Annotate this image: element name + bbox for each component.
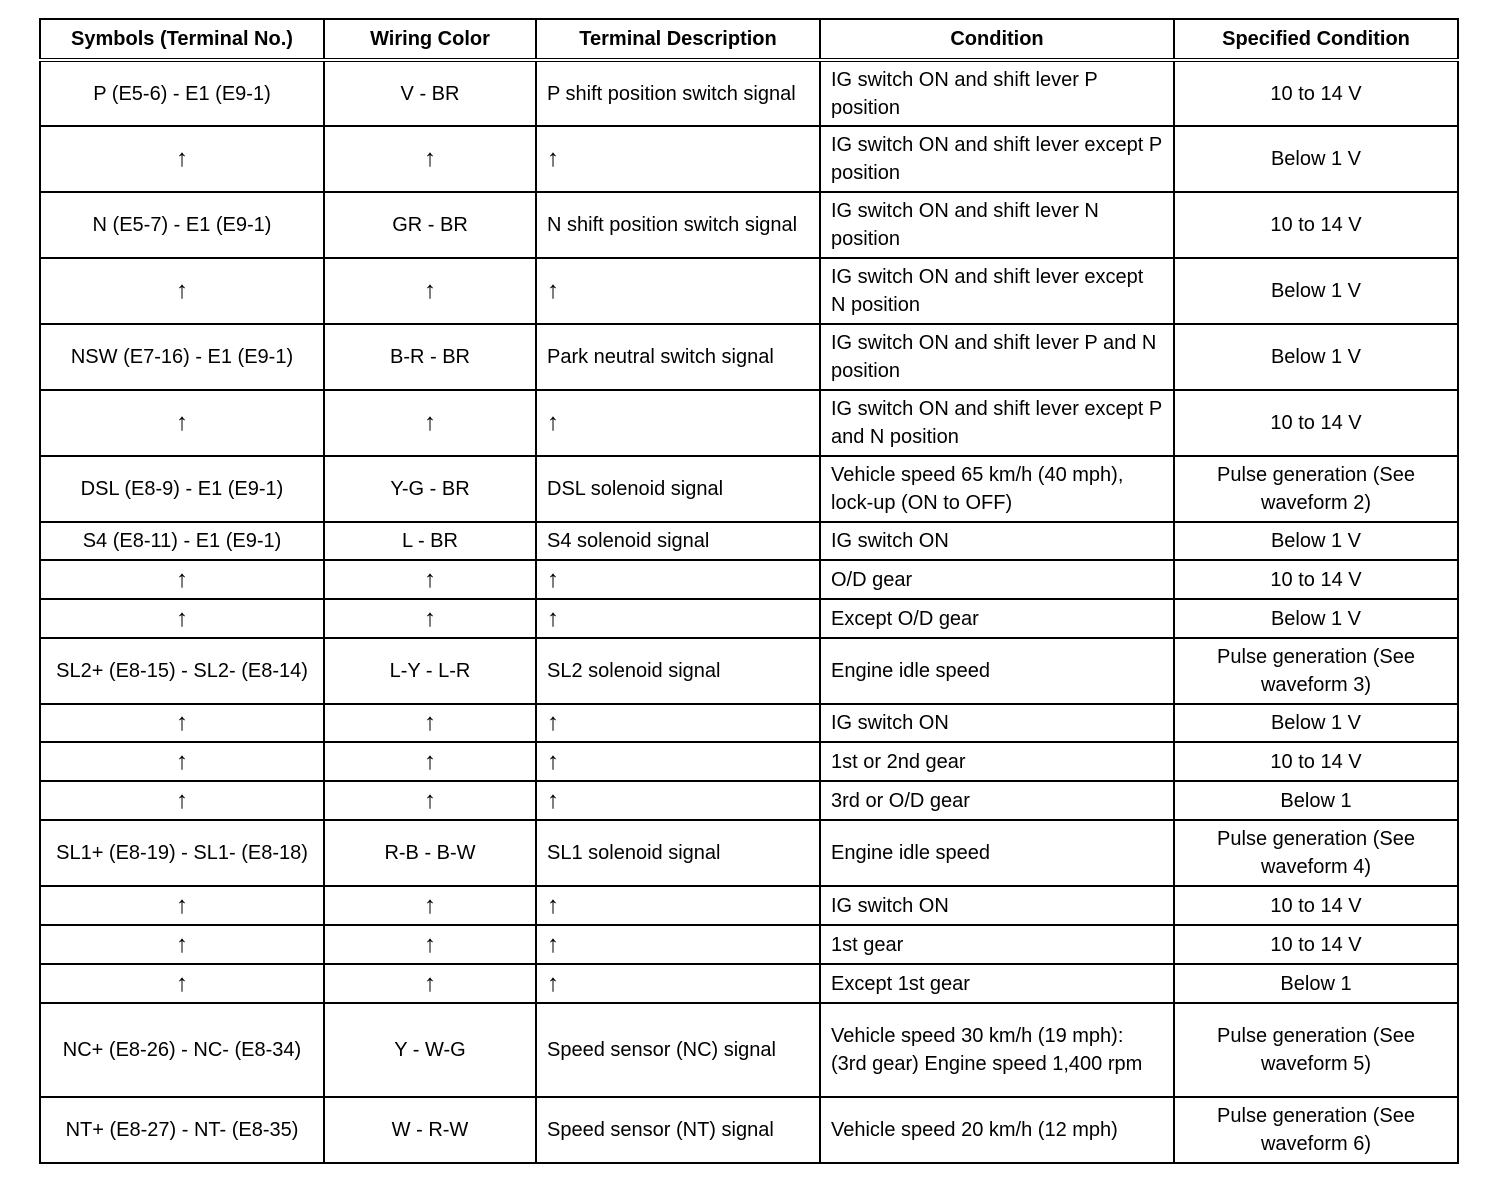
terminal-description-cell: ↑ bbox=[536, 126, 820, 192]
terminal-description-cell: ↑ bbox=[536, 964, 820, 1003]
specified-condition-cell: Below 1 V bbox=[1174, 126, 1458, 192]
specified-condition-cell: Below 1 V bbox=[1174, 704, 1458, 742]
terminal-spec-table bbox=[39, 18, 1459, 1164]
terminal-description-cell: ↑ bbox=[536, 925, 820, 964]
symbols-cell: ↑ bbox=[40, 599, 324, 638]
table-row bbox=[40, 522, 1458, 560]
header-terminal-description: Terminal Description bbox=[536, 19, 820, 60]
symbols-cell: ↑ bbox=[40, 258, 324, 324]
specified-condition-cell: Pulse generation (See waveform 2) bbox=[1174, 456, 1458, 522]
terminal-description-cell: Speed sensor (NC) signal bbox=[536, 1003, 820, 1097]
condition-cell: IG switch ON bbox=[820, 522, 1174, 560]
specified-condition-cell: Below 1 V bbox=[1174, 324, 1458, 390]
wiring-color-cell: L-Y - L-R bbox=[324, 638, 536, 704]
condition-cell: Except O/D gear bbox=[820, 599, 1174, 638]
header-specified-condition: Specified Condition bbox=[1174, 19, 1458, 60]
specified-condition-cell: 10 to 14 V bbox=[1174, 60, 1458, 126]
condition-cell: IG switch ON and shift lever P and N position bbox=[820, 324, 1174, 390]
specified-condition-cell: Below 1 bbox=[1174, 964, 1458, 1003]
terminal-description-cell: SL1 solenoid signal bbox=[536, 820, 820, 886]
condition-cell: IG switch ON and shift lever P position bbox=[820, 60, 1174, 126]
wiring-color-cell: B-R - BR bbox=[324, 324, 536, 390]
symbols-cell: SL1+ (E8-19) - SL1- (E8-18) bbox=[40, 820, 324, 886]
table-row bbox=[40, 886, 1458, 925]
table-row bbox=[40, 1003, 1458, 1097]
specified-condition-cell: Below 1 V bbox=[1174, 522, 1458, 560]
table-row bbox=[40, 964, 1458, 1003]
wiring-color-cell: ↑ bbox=[324, 704, 536, 742]
terminal-description-cell: ↑ bbox=[536, 599, 820, 638]
table-row bbox=[40, 638, 1458, 704]
specified-condition-cell: Below 1 bbox=[1174, 781, 1458, 820]
specified-condition-cell: 10 to 14 V bbox=[1174, 925, 1458, 964]
specified-condition-cell: 10 to 14 V bbox=[1174, 560, 1458, 599]
specified-condition-cell: 10 to 14 V bbox=[1174, 742, 1458, 781]
terminal-description-cell: SL2 solenoid signal bbox=[536, 638, 820, 704]
header-condition: Condition bbox=[820, 19, 1174, 60]
terminal-description-cell: Park neutral switch signal bbox=[536, 324, 820, 390]
specified-condition-cell: 10 to 14 V bbox=[1174, 886, 1458, 925]
symbols-cell: ↑ bbox=[40, 390, 324, 456]
condition-cell: O/D gear bbox=[820, 560, 1174, 599]
terminal-description-cell: ↑ bbox=[536, 704, 820, 742]
header-row bbox=[40, 19, 1458, 60]
symbols-cell: NT+ (E8-27) - NT- (E8-35) bbox=[40, 1097, 324, 1163]
condition-cell: IG switch ON bbox=[820, 886, 1174, 925]
symbols-cell: SL2+ (E8-15) - SL2- (E8-14) bbox=[40, 638, 324, 704]
specified-condition-cell: Pulse generation (See waveform 5) bbox=[1174, 1003, 1458, 1097]
condition-cell: Vehicle speed 65 km/h (40 mph), lock-up (ON to OFF) bbox=[820, 456, 1174, 522]
table-row bbox=[40, 258, 1458, 324]
wiring-color-cell: W - R-W bbox=[324, 1097, 536, 1163]
condition-cell: 3rd or O/D gear bbox=[820, 781, 1174, 820]
terminal-description-cell: ↑ bbox=[536, 742, 820, 781]
condition-cell: 1st or 2nd gear bbox=[820, 742, 1174, 781]
table-row bbox=[40, 126, 1458, 192]
symbols-cell: N (E5-7) - E1 (E9-1) bbox=[40, 192, 324, 258]
symbols-cell: S4 (E8-11) - E1 (E9-1) bbox=[40, 522, 324, 560]
wiring-color-cell: L - BR bbox=[324, 522, 536, 560]
wiring-color-cell: ↑ bbox=[324, 742, 536, 781]
table-row bbox=[40, 324, 1458, 390]
table-body bbox=[40, 60, 1458, 1163]
symbols-cell: ↑ bbox=[40, 560, 324, 599]
header-symbols: Symbols (Terminal No.) bbox=[40, 19, 324, 60]
wiring-color-cell: ↑ bbox=[324, 886, 536, 925]
specified-condition-cell: Pulse generation (See waveform 6) bbox=[1174, 1097, 1458, 1163]
table-row bbox=[40, 742, 1458, 781]
terminal-description-cell: S4 solenoid signal bbox=[536, 522, 820, 560]
symbols-cell: ↑ bbox=[40, 742, 324, 781]
terminal-description-cell: ↑ bbox=[536, 390, 820, 456]
table-row bbox=[40, 560, 1458, 599]
table-row bbox=[40, 1097, 1458, 1163]
wiring-color-cell: Y-G - BR bbox=[324, 456, 536, 522]
table-row bbox=[40, 192, 1458, 258]
symbols-cell: DSL (E8-9) - E1 (E9-1) bbox=[40, 456, 324, 522]
wiring-color-cell: ↑ bbox=[324, 390, 536, 456]
symbols-cell: ↑ bbox=[40, 964, 324, 1003]
specified-condition-cell: Below 1 V bbox=[1174, 258, 1458, 324]
terminal-description-cell: DSL solenoid signal bbox=[536, 456, 820, 522]
condition-cell: Vehicle speed 30 km/h (19 mph): (3rd gear) Engine speed 1,400 rpm bbox=[820, 1003, 1174, 1097]
terminal-description-cell: N shift position switch signal bbox=[536, 192, 820, 258]
table-row bbox=[40, 781, 1458, 820]
symbols-cell: ↑ bbox=[40, 704, 324, 742]
symbols-cell: NC+ (E8-26) - NC- (E8-34) bbox=[40, 1003, 324, 1097]
table-row bbox=[40, 599, 1458, 638]
table-row bbox=[40, 925, 1458, 964]
wiring-color-cell: ↑ bbox=[324, 599, 536, 638]
table-row bbox=[40, 456, 1458, 522]
terminal-description-cell: P shift position switch signal bbox=[536, 60, 820, 126]
symbols-cell: P (E5-6) - E1 (E9-1) bbox=[40, 60, 324, 126]
wiring-color-cell: V - BR bbox=[324, 60, 536, 126]
table-row bbox=[40, 60, 1458, 126]
table-row bbox=[40, 820, 1458, 886]
condition-cell: Engine idle speed bbox=[820, 820, 1174, 886]
condition-cell: IG switch ON and shift lever except P and N position bbox=[820, 390, 1174, 456]
symbols-cell: ↑ bbox=[40, 126, 324, 192]
condition-cell: 1st gear bbox=[820, 925, 1174, 964]
terminal-description-cell: ↑ bbox=[536, 781, 820, 820]
condition-cell: IG switch ON and shift lever except N position bbox=[820, 258, 1174, 324]
wiring-color-cell: ↑ bbox=[324, 258, 536, 324]
terminal-description-cell: ↑ bbox=[536, 560, 820, 599]
condition-cell: Except 1st gear bbox=[820, 964, 1174, 1003]
condition-cell: Vehicle speed 20 km/h (12 mph) bbox=[820, 1097, 1174, 1163]
condition-cell: Engine idle speed bbox=[820, 638, 1174, 704]
condition-cell: IG switch ON bbox=[820, 704, 1174, 742]
wiring-color-cell: ↑ bbox=[324, 781, 536, 820]
wiring-color-cell: ↑ bbox=[324, 964, 536, 1003]
header-wiring-color: Wiring Color bbox=[324, 19, 536, 60]
condition-cell: IG switch ON and shift lever N position bbox=[820, 192, 1174, 258]
symbols-cell: NSW (E7-16) - E1 (E9-1) bbox=[40, 324, 324, 390]
specified-condition-cell: 10 to 14 V bbox=[1174, 390, 1458, 456]
specified-condition-cell: Pulse generation (See waveform 4) bbox=[1174, 820, 1458, 886]
table-row bbox=[40, 704, 1458, 742]
condition-cell: IG switch ON and shift lever except P position bbox=[820, 126, 1174, 192]
wiring-color-cell: ↑ bbox=[324, 126, 536, 192]
symbols-cell: ↑ bbox=[40, 925, 324, 964]
specified-condition-cell: Pulse generation (See waveform 3) bbox=[1174, 638, 1458, 704]
specified-condition-cell: Below 1 V bbox=[1174, 599, 1458, 638]
wiring-color-cell: ↑ bbox=[324, 560, 536, 599]
table-row bbox=[40, 390, 1458, 456]
wiring-color-cell: R-B - B-W bbox=[324, 820, 536, 886]
symbols-cell: ↑ bbox=[40, 781, 324, 820]
terminal-description-cell: ↑ bbox=[536, 258, 820, 324]
terminal-description-cell: Speed sensor (NT) signal bbox=[536, 1097, 820, 1163]
wiring-color-cell: ↑ bbox=[324, 925, 536, 964]
wiring-color-cell: GR - BR bbox=[324, 192, 536, 258]
specified-condition-cell: 10 to 14 V bbox=[1174, 192, 1458, 258]
wiring-color-cell: Y - W-G bbox=[324, 1003, 536, 1097]
symbols-cell: ↑ bbox=[40, 886, 324, 925]
terminal-description-cell: ↑ bbox=[536, 886, 820, 925]
